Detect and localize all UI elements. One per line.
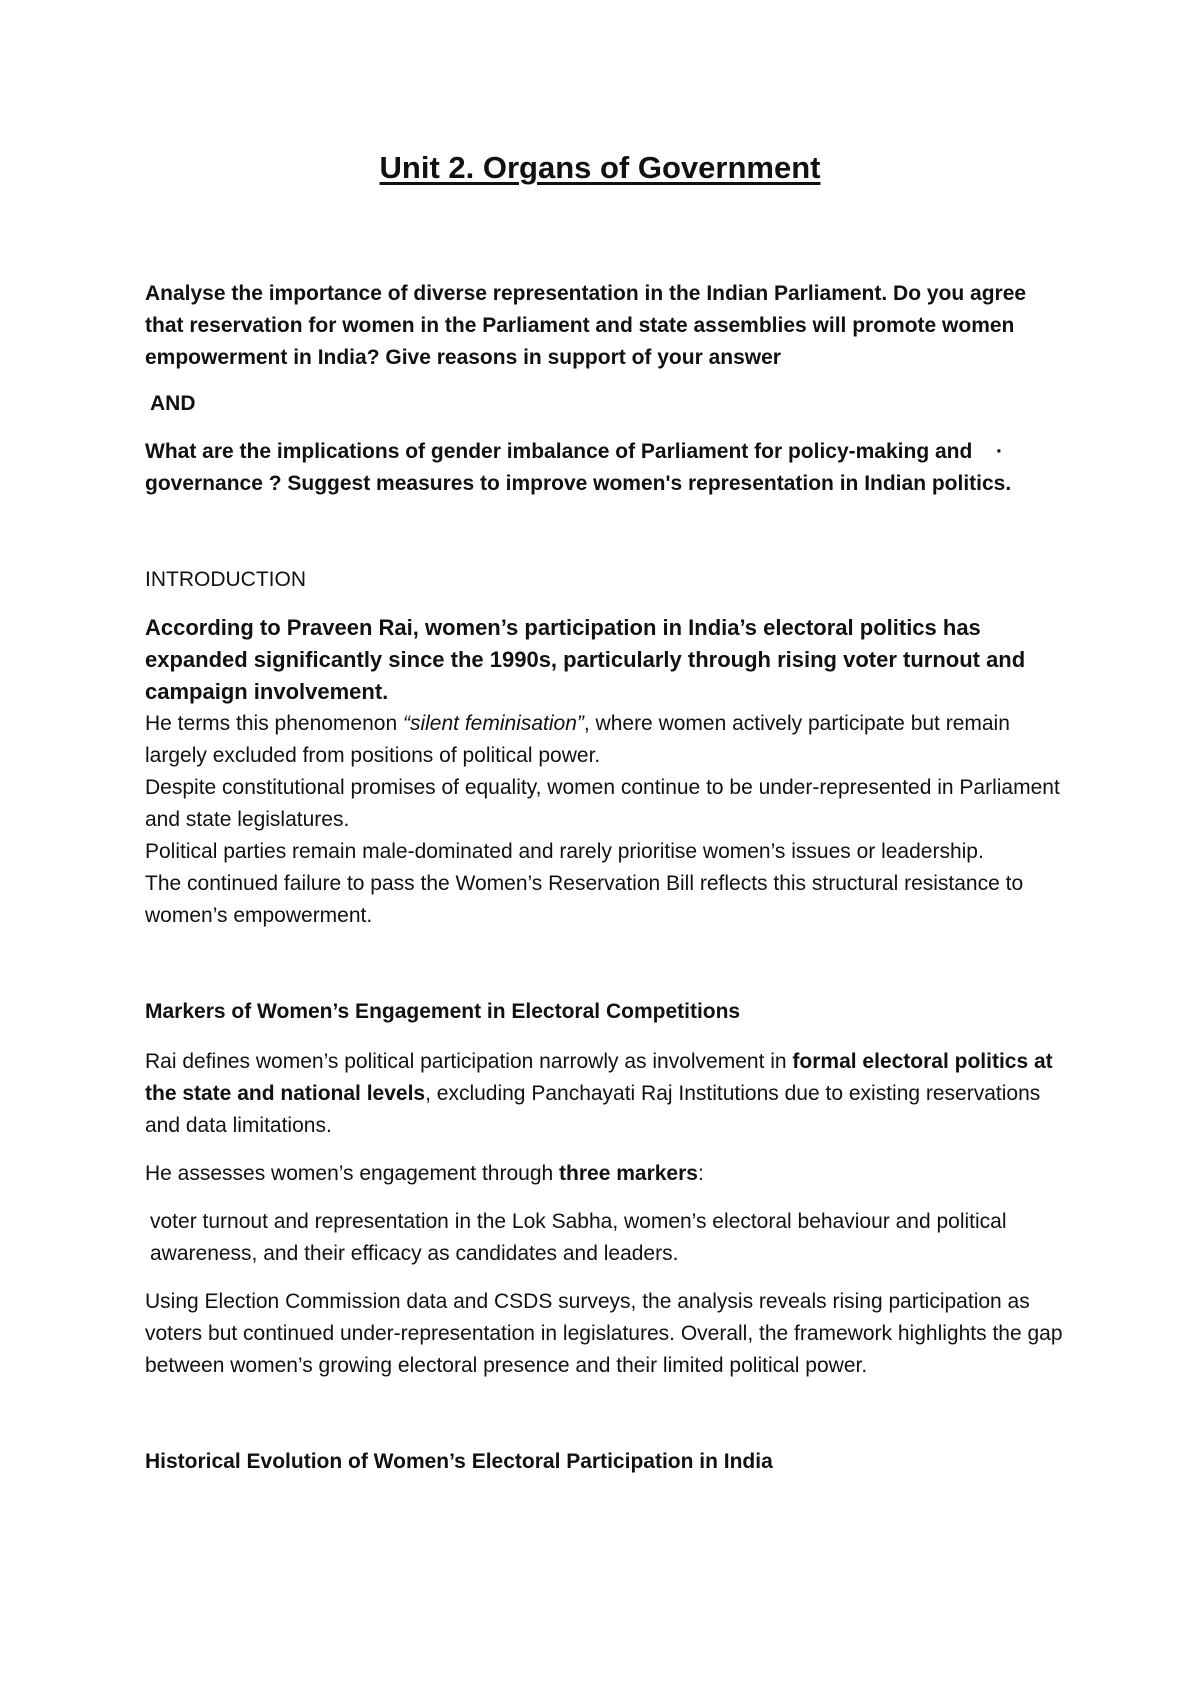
intro-p1-italic: “silent feminisation”	[402, 712, 584, 735]
markers-paragraph-3: voter turnout and representation in the Lok Sabha, women’s electoral behaviour and political awareness, and their efficacy as candidates and leaders.	[150, 1210, 1007, 1265]
markers-heading: Markers of Women’s Engagement in Electoral Competitions	[145, 1000, 741, 1023]
and-label: AND	[150, 392, 196, 415]
markers-paragraph-1	[145, 1046, 1065, 1142]
page-title: Unit 2. Organs of Government	[379, 150, 821, 185]
markers-p2-bold: three markers	[559, 1162, 698, 1185]
markers-p2-pre: He assesses women’s engagement through	[145, 1162, 560, 1185]
question-2-text: What are the implications of gender imbalance of Parliament for policy-making and governance ? Suggest measures to improve women's representation in Indian politics.	[145, 440, 1012, 495]
intro-paragraph-2: Despite constitutional promises of equality, women continue to be under-represented in Parliament and state legislatures.	[145, 776, 1060, 831]
markers-p2-post: :	[697, 1162, 704, 1185]
markers-p1-bold: formal electoral politics at the state and national levels	[145, 1050, 1053, 1105]
bullet-mark: ·	[996, 440, 1003, 463]
question-1: Analyse the importance of diverse representation in the Indian Parliament. Do you agree that reservation for women in the Parliament and state assemblies will promote women empowerment in India? Give reasons in support of your answer	[145, 282, 1027, 369]
markers-p1-pre: Rai defines women’s political participation narrowly as involvement in	[145, 1050, 793, 1073]
intro-paragraph-1	[145, 708, 1065, 772]
intro-lead: According to Praveen Rai, women’s participation in India’s electoral politics has expanded significantly since the 1990s, particularly through rising voter turnout and campaign involvement.	[145, 615, 1026, 704]
history-heading: Historical Evolution of Women’s Electoral Participation in India	[145, 1450, 773, 1473]
markers-p1-post: , excluding Panchayati Raj Institutions due to existing reservations and data limitations.	[145, 1082, 1041, 1137]
intro-p1-post: , where women actively participate but remain largely excluded from positions of political power.	[145, 712, 1010, 767]
intro-paragraph-3: Political parties remain male-dominated and rarely prioritise women’s issues or leadership.	[145, 840, 984, 863]
markers-paragraph-2	[145, 1158, 1065, 1190]
question-2	[145, 436, 1025, 500]
intro-p1-pre: He terms this phenomenon	[145, 712, 403, 735]
intro-heading: INTRODUCTION	[145, 568, 306, 591]
markers-paragraph-4: Using Election Commission data and CSDS surveys, the analysis reveals rising participation as voters but continued under-representation in legislatures. Overall, the framework highlights the gap between women’s growing electoral presence and their limited political power.	[145, 1290, 1063, 1377]
intro-paragraph-4: The continued failure to pass the Women’s Reservation Bill reflects this structural resistance to women’s empowerment.	[145, 872, 1024, 927]
